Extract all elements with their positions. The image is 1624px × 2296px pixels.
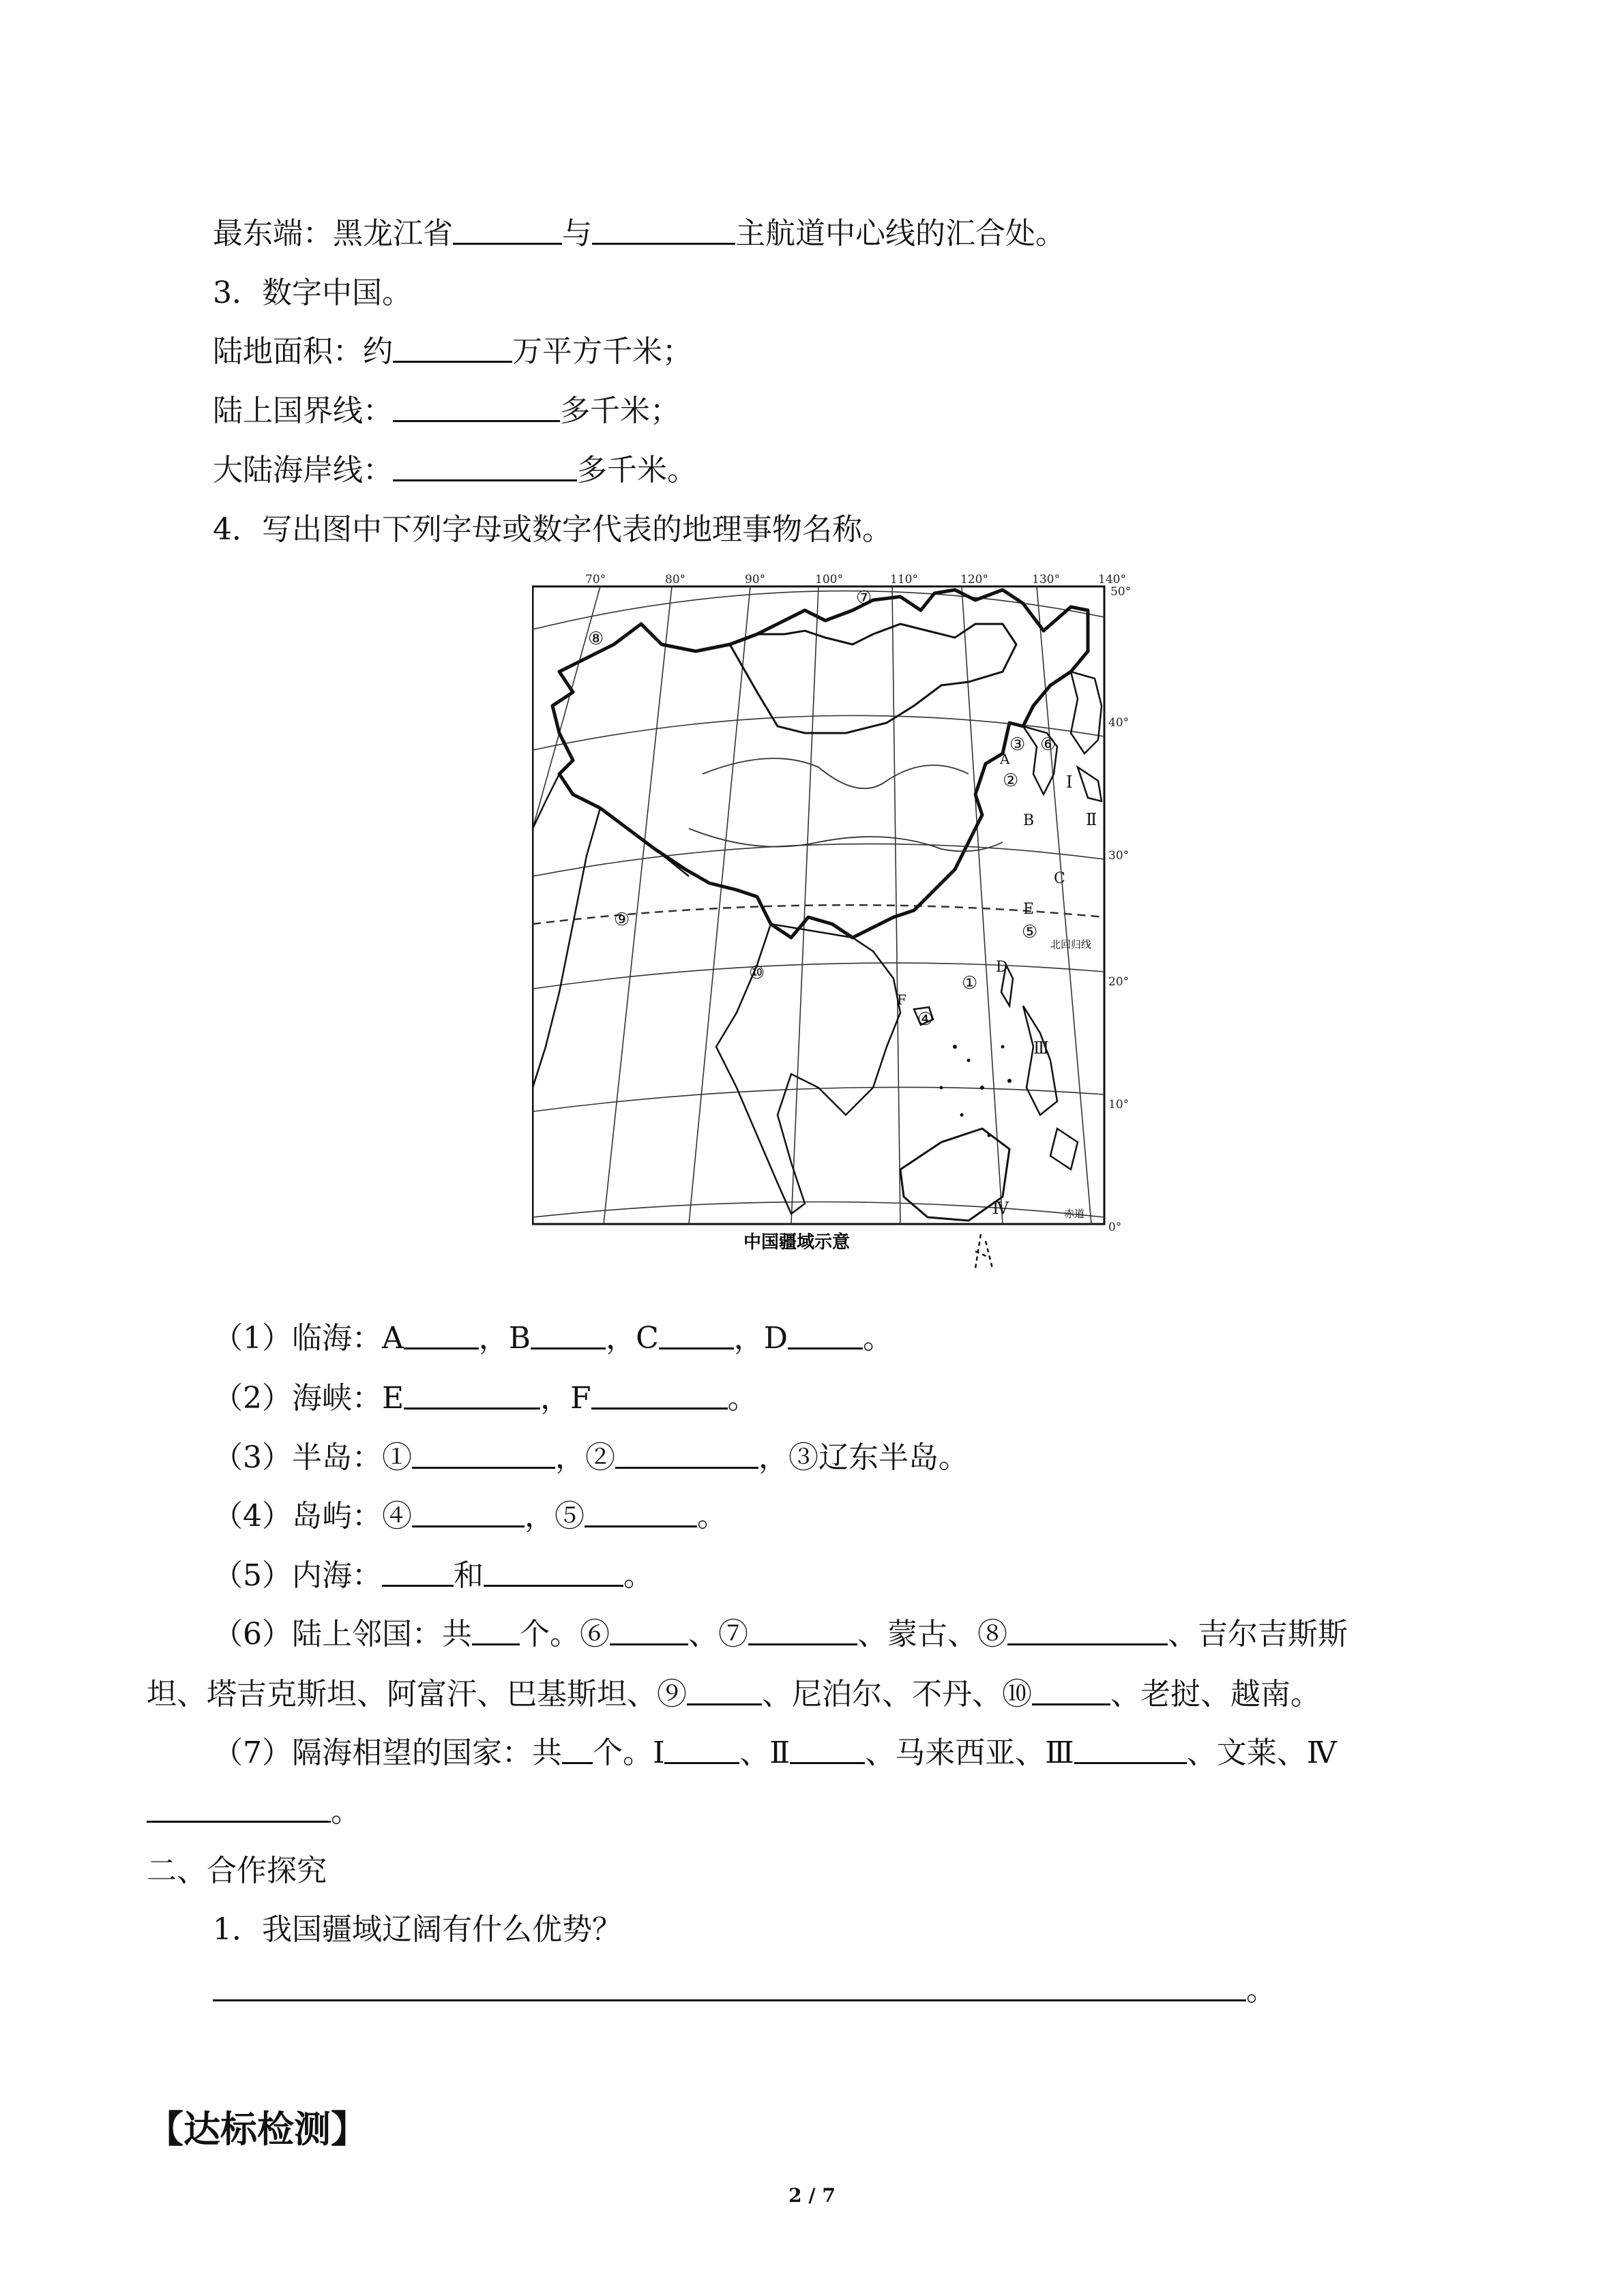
answer-blank[interactable] xyxy=(382,1557,454,1587)
yellow-river xyxy=(703,758,969,788)
answer-blank[interactable] xyxy=(531,1320,606,1350)
marker-4: ④ xyxy=(917,1009,934,1030)
islands-line xyxy=(213,1496,727,1537)
text: （1）临海：A xyxy=(213,1321,404,1356)
section-2-title: 二、合作探究 xyxy=(147,1853,327,1888)
text: 、吉尔吉斯斯 xyxy=(1168,1617,1348,1652)
land-border-line xyxy=(213,391,680,432)
marker-2: ② xyxy=(1003,771,1019,791)
text: （5）内海： xyxy=(213,1558,382,1593)
inland-seas-line xyxy=(213,1555,653,1596)
lon-label: 90° xyxy=(745,573,766,586)
text: 主航道中心线的汇合处。 xyxy=(735,216,1065,251)
coop-question-1: 1．我国疆域辽阔有什么优势？ xyxy=(213,1912,622,1947)
straits-line xyxy=(213,1378,758,1419)
coop-answer-line xyxy=(213,1970,1276,2011)
text: 大陆海岸线： xyxy=(213,453,393,488)
text: 、蒙古、⑧ xyxy=(857,1617,1007,1652)
answer-blank[interactable] xyxy=(213,1972,1246,2001)
answer-blank[interactable] xyxy=(404,1380,540,1410)
lon-label: 80° xyxy=(665,573,686,586)
land-area-line xyxy=(213,331,692,372)
label-f: F xyxy=(897,992,906,1008)
lon-label: 120° xyxy=(960,573,988,586)
text: （3）半岛：① xyxy=(213,1440,412,1475)
peninsulas-line xyxy=(213,1437,969,1478)
text: 。 xyxy=(331,1794,361,1829)
label-roman-1: Ⅰ xyxy=(1066,773,1073,792)
text: ，B xyxy=(478,1321,531,1356)
lon-label: 100° xyxy=(815,573,843,586)
answer-blank[interactable] xyxy=(453,215,562,245)
south-china-sea-islands xyxy=(940,1045,1012,1137)
assessment-heading: 【达标检测】 xyxy=(147,2108,368,2151)
answer-blank[interactable] xyxy=(393,452,577,481)
text: （2）海峡：E xyxy=(213,1381,404,1416)
text: 陆上国界线： xyxy=(213,393,393,428)
equator-label: 赤道 xyxy=(1064,1208,1085,1220)
text: ，② xyxy=(555,1440,615,1475)
text: ，D xyxy=(733,1321,788,1356)
marker-7: ⑦ xyxy=(856,588,872,608)
text: 。 xyxy=(697,1499,727,1534)
text: 、⑦ xyxy=(688,1617,748,1652)
answer-blank[interactable] xyxy=(748,1616,857,1645)
answer-blank[interactable] xyxy=(610,1616,688,1645)
mongolia-border xyxy=(730,624,1016,733)
text: 。 xyxy=(623,1558,653,1593)
answer-blank[interactable] xyxy=(412,1498,525,1527)
label-c: C xyxy=(1054,870,1065,887)
text: 、老挝、越南。 xyxy=(1110,1677,1320,1712)
text: 坦、塔吉克斯坦、阿富汗、巴基斯坦、⑨ xyxy=(147,1677,687,1712)
south-asia-outline xyxy=(533,774,689,1088)
label-e: E xyxy=(1023,901,1035,918)
lon-label: 110° xyxy=(890,573,918,586)
text: 多千米。 xyxy=(577,453,697,488)
text: 个。⑥ xyxy=(520,1617,610,1652)
answer-blank[interactable] xyxy=(659,1320,734,1350)
page-number: 2 / 7 xyxy=(788,2184,836,2207)
answer-blank[interactable] xyxy=(393,393,560,422)
text: 、Ⅱ xyxy=(739,1735,791,1770)
text: 最东端：黑龙江省 xyxy=(213,216,453,251)
text: 、尼泊尔、不丹、⑩ xyxy=(762,1677,1032,1712)
text: 。 xyxy=(727,1381,758,1416)
label-d: D xyxy=(996,959,1008,976)
q4-title: 4．写出图中下列字母或数字代表的地理事物名称。 xyxy=(213,512,892,547)
answer-blank[interactable] xyxy=(615,1440,758,1469)
land-neighbors-line xyxy=(213,1614,1348,1655)
answer-blank[interactable] xyxy=(147,1793,331,1823)
answer-blank[interactable] xyxy=(484,1557,623,1587)
marker-3: ③ xyxy=(1009,734,1026,755)
text: 个。Ⅰ xyxy=(593,1735,665,1770)
philippines-outline xyxy=(1023,1006,1078,1169)
answer-blank[interactable] xyxy=(591,1380,728,1410)
lat-label: 30° xyxy=(1108,849,1130,863)
answer-blank[interactable] xyxy=(404,1320,479,1350)
text: （6）陆上邻国：共 xyxy=(213,1617,472,1652)
text: 与 xyxy=(562,216,592,251)
answer-blank[interactable] xyxy=(412,1440,555,1469)
tropic-label: 北回归线 xyxy=(1050,938,1092,951)
text: 、马来西亚、Ⅲ xyxy=(865,1735,1074,1770)
land-neighbors-line-2 xyxy=(147,1674,1320,1715)
easternmost-line xyxy=(213,213,1065,254)
text: （7）隔海相望的国家：共 xyxy=(213,1735,562,1770)
text: （4）岛屿：④ xyxy=(213,1499,412,1534)
answer-blank[interactable] xyxy=(664,1735,739,1764)
lat-label: 20° xyxy=(1108,975,1130,989)
nine-dash-inset xyxy=(975,1234,992,1268)
lon-label: 140° xyxy=(1098,573,1126,586)
lon-label: 130° xyxy=(1032,573,1060,586)
china-territory-map xyxy=(532,569,1132,1272)
seas-line xyxy=(213,1318,893,1359)
label-b: B xyxy=(1023,812,1035,829)
coastline-line xyxy=(213,450,697,491)
lon-label: 70° xyxy=(585,573,606,586)
text: ，C xyxy=(606,1321,659,1356)
text: 、文莱、Ⅳ xyxy=(1186,1735,1337,1770)
answer-blank[interactable] xyxy=(687,1676,762,1705)
text: 和 xyxy=(454,1558,484,1593)
label-roman-3: Ⅲ xyxy=(1033,1039,1050,1058)
answer-blank[interactable] xyxy=(562,1735,593,1764)
marker-1: ① xyxy=(962,973,978,994)
japan-outline xyxy=(1071,672,1102,801)
lat-label: 10° xyxy=(1108,1098,1130,1112)
label-roman-2: Ⅱ xyxy=(1086,810,1097,829)
sea-neighbors-line-2 xyxy=(147,1791,361,1832)
answer-blank[interactable] xyxy=(1032,1676,1110,1705)
text: ，⑤ xyxy=(525,1499,585,1534)
label-a: A xyxy=(1000,751,1010,767)
text: 多千米； xyxy=(560,393,680,428)
answer-blank[interactable] xyxy=(790,1735,865,1764)
q3-title: 3．数字中国。 xyxy=(213,275,412,310)
text: 。 xyxy=(1246,1973,1276,2008)
answer-blank[interactable] xyxy=(393,333,512,363)
answer-blank[interactable] xyxy=(1074,1735,1187,1764)
answer-blank[interactable] xyxy=(1007,1616,1168,1645)
answer-blank[interactable] xyxy=(585,1498,697,1527)
marker-9: ⑨ xyxy=(614,910,630,930)
sea-neighbors-line xyxy=(213,1733,1337,1774)
text: ，③辽东半岛。 xyxy=(758,1440,969,1475)
marker-5: ⑤ xyxy=(1022,922,1038,942)
label-roman-4: Ⅳ xyxy=(992,1199,1009,1218)
lat-label: 0° xyxy=(1108,1221,1122,1234)
text: ，F xyxy=(540,1381,591,1416)
text: 万平方千米； xyxy=(512,334,692,369)
marker-6: ⑥ xyxy=(1040,734,1057,755)
answer-blank[interactable] xyxy=(592,215,735,245)
yangtze-river xyxy=(689,829,1003,851)
lat-label: 40° xyxy=(1108,716,1130,730)
text: 陆地面积：约 xyxy=(213,334,393,369)
text: 。 xyxy=(863,1321,894,1356)
answer-blank[interactable] xyxy=(472,1616,520,1645)
map-caption: 中国疆域示意 xyxy=(743,1232,851,1253)
marker-8: ⑧ xyxy=(588,629,604,649)
marker-10: ⑩ xyxy=(749,963,765,983)
lat-label: 50° xyxy=(1110,585,1132,599)
answer-blank[interactable] xyxy=(788,1320,863,1350)
